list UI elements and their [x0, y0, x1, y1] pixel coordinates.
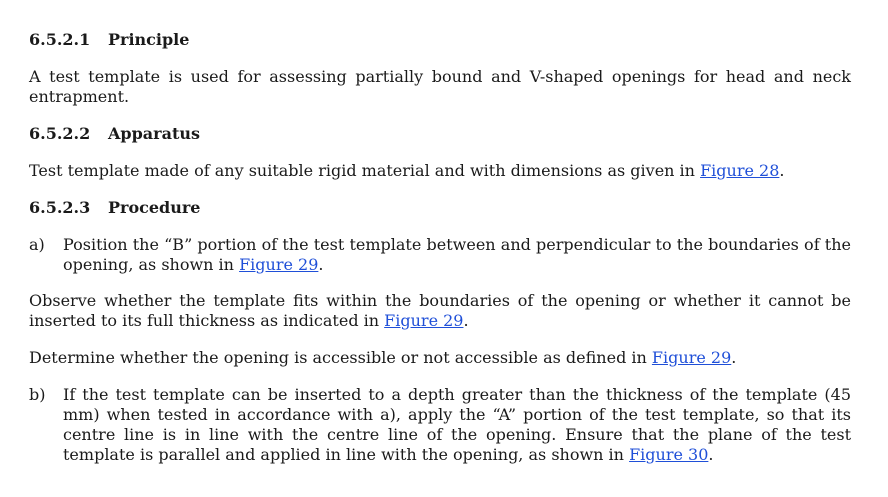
- list-marker: b): [29, 385, 46, 404]
- step-a-body: Position the “B” portion of the test template between and perpendicular to the boundaries of the opening, as shown in: [63, 235, 851, 274]
- section-heading-procedure: [29, 198, 851, 218]
- step-b-body: If the test template can be inserted to a depth greater than the thickness of the template (45 mm) when tested in accordance with a), apply the “A” portion of the test template, so that its centre line is in line with the centre line of the opening. Ensure that the plane of the test template is parallel and applied in line with the opening, as shown in: [63, 385, 851, 464]
- procedure-step-b: [29, 385, 851, 465]
- apparatus-text: Test template made of any suitable rigid material and with dimensions as given in: [29, 161, 701, 180]
- apparatus-text-end: .: [779, 161, 785, 180]
- section-heading-principle: [29, 30, 851, 50]
- section-number: 6.5.2.3: [29, 198, 91, 217]
- section-heading-apparatus: [29, 124, 851, 144]
- figure-29-link[interactable]: Figure 29: [384, 311, 464, 330]
- step-b-text: [63, 385, 851, 465]
- step-b-end: .: [708, 445, 714, 464]
- section-title: Procedure: [108, 198, 201, 217]
- observe-text: Observe whether the template fits within the boundaries of the opening or whether it cannot be inserted to its full thickness as indicated in: [29, 291, 851, 330]
- apparatus-paragraph: [29, 161, 851, 181]
- figure-30-link[interactable]: Figure 30: [629, 445, 709, 464]
- figure-28-link[interactable]: Figure 28: [700, 161, 780, 180]
- step-a-text: [63, 235, 851, 275]
- determine-text: Determine whether the opening is accessible or not accessible as defined in: [29, 348, 652, 367]
- observe-text-end: .: [463, 311, 469, 330]
- figure-29-link[interactable]: Figure 29: [651, 348, 732, 367]
- section-title: Apparatus: [108, 124, 200, 143]
- step-a-end: .: [318, 255, 324, 274]
- principle-paragraph: A test template is used for assessing partially bound and V-shaped openings for head and neck entrapment.: [29, 67, 851, 106]
- section-title: Principle: [108, 30, 190, 49]
- determine-paragraph: [29, 348, 851, 368]
- section-number: 6.5.2.2: [29, 124, 91, 143]
- figure-29-link[interactable]: Figure 29: [239, 255, 319, 274]
- section-number: 6.5.2.1: [29, 30, 91, 49]
- determine-text-end: .: [731, 348, 737, 367]
- list-marker: a): [29, 235, 45, 254]
- observe-paragraph: [29, 291, 851, 331]
- procedure-step-a: [29, 235, 851, 275]
